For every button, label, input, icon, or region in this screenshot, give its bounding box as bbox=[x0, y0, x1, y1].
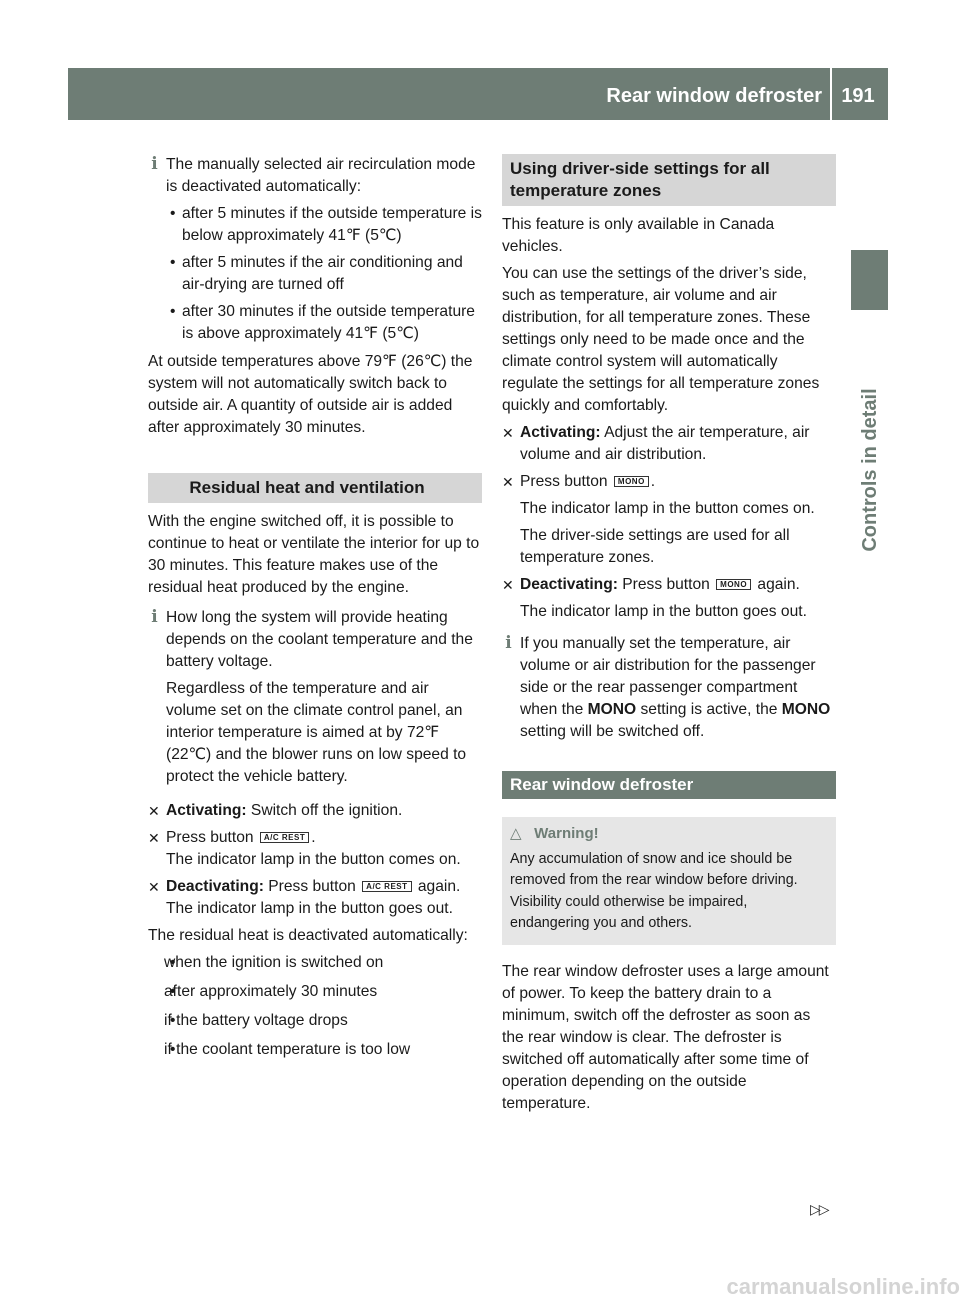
step-text: Press button bbox=[520, 473, 608, 490]
warning-text: Any accumulation of snow and ice should be removed from the rear window before driving. Visibility could otherwise be impaired, endangering you and others. bbox=[510, 850, 798, 931]
deactivating-step bbox=[148, 876, 482, 920]
list-item: • when the ignition is switched on bbox=[148, 952, 482, 974]
note-text: setting is active, the bbox=[640, 701, 778, 718]
defroster-paragraph: The rear window defroster uses a large amount of power. To keep the battery drain to a minimum, switch off the defroster as soon as the rear window is clear. The defroster is switched off automatically after some time of operation depending on the outside temperature. bbox=[502, 962, 829, 1112]
step-result: The driver-side settings are used for all temperature zones. bbox=[520, 527, 790, 566]
list-item: • if the coolant temperature is too low bbox=[148, 1039, 482, 1061]
residual-heat-paragraph: With the engine switched off, it is possible to continue to heat or ventilate the interior for up to 30 minutes. This feature makes use of the residual heat produced by the engine. bbox=[148, 513, 480, 596]
recirc-intro: The manually selected air recirculation mode is deactivated automatically: bbox=[166, 156, 476, 195]
step-text: Adjust the air temperature, air volume and air distribution. bbox=[520, 424, 810, 463]
mono-press-step: ✕ Press button MONO . The indicator lamp in the button comes on. The driver-side settings are used for all temperature zones. bbox=[502, 471, 836, 569]
list-item: • after 5 minutes if the outside temperature is below approximately 41℉ (5℃) bbox=[166, 203, 482, 247]
right-column bbox=[502, 154, 836, 1120]
mono-activating-step bbox=[502, 422, 836, 466]
ac-rest-button-icon: A/C REST bbox=[362, 881, 411, 892]
driver-side-paragraph: You can use the settings of the driver’s side, such as temperature, air volume and air distribution, for all temperature zones. These settings only need to be made once and the climate control system will automatically regulate the settings for all temperature zones quickly and comfortably. bbox=[502, 265, 820, 414]
step-text: Press button bbox=[622, 576, 710, 593]
step-text-again: again. bbox=[757, 576, 800, 593]
continue-arrow-icon: ▷▷ bbox=[810, 1201, 828, 1217]
step-result: The indicator lamp in the button comes on. bbox=[520, 500, 815, 517]
left-column bbox=[148, 154, 482, 1068]
step-label: Activating: bbox=[166, 802, 247, 819]
step-arrow-icon: ✕ bbox=[502, 577, 514, 593]
deactivated-bullet-list bbox=[148, 952, 482, 1061]
residual-note-p2: Regardless of the temperature and air volume set on the climate control panel, an interior temperature is aimed at by 72℉ (22℃) and the blower runs on low speed to protect the vehicle battery. bbox=[166, 680, 467, 785]
step-text: Press button bbox=[166, 829, 254, 846]
step-arrow-icon: ✕ bbox=[148, 830, 160, 846]
residual-heat-heading: Residual heat and ventilation bbox=[148, 473, 482, 503]
list-item: • after 30 minutes if the outside temperature is above approximately 41℉ (5℃) bbox=[166, 301, 482, 345]
info-icon: i bbox=[151, 154, 158, 174]
step-label: Deactivating: bbox=[520, 576, 618, 593]
mono-deactivating-step bbox=[502, 574, 836, 623]
page-header bbox=[68, 68, 888, 120]
chapter-label-text: Controls in detail bbox=[859, 388, 881, 552]
mono-button-icon: MONO bbox=[614, 476, 649, 487]
chapter-label bbox=[852, 320, 888, 620]
warning-box bbox=[502, 817, 836, 945]
step-arrow-icon: ✕ bbox=[502, 474, 514, 490]
watermark: carmanualsonline.info bbox=[726, 1274, 960, 1299]
step-arrow-icon: ✕ bbox=[502, 425, 514, 441]
list-item: • if the battery voltage drops bbox=[148, 1010, 482, 1032]
step-text: Press button bbox=[268, 878, 356, 895]
mono-keyword: MONO bbox=[587, 701, 637, 718]
step-arrow-icon: ✕ bbox=[148, 879, 160, 895]
step-label: Activating: bbox=[520, 424, 601, 441]
canada-paragraph: This feature is only available in Canada vehicles. bbox=[502, 216, 775, 255]
step-label: Deactivating: bbox=[166, 878, 264, 895]
mono-button-icon: MONO bbox=[716, 579, 751, 590]
outside-temperature-paragraph: At outside temperatures above 79℉ (26℃) the system will not automatically switch back to outside air. A quantity of outside air is added after approximately 30 minutes. bbox=[148, 353, 473, 436]
list-item: • after approximately 30 minutes bbox=[148, 981, 482, 1003]
info-icon: i bbox=[505, 633, 512, 653]
note-text: setting will be switched off. bbox=[520, 723, 705, 740]
step-result: The indicator lamp in the button goes out. bbox=[166, 900, 453, 917]
residual-note-p1: How long the system will provide heating depends on the coolant temperature and the battery voltage. bbox=[166, 609, 473, 670]
header-title: Rear window defroster bbox=[606, 85, 822, 107]
step-arrow-icon: ✕ bbox=[148, 803, 160, 819]
list-item: • after 5 minutes if the air conditioning and air-drying are turned off bbox=[166, 252, 482, 296]
info-icon: i bbox=[151, 607, 158, 627]
rear-defroster-heading: Rear window defroster bbox=[502, 771, 836, 799]
mono-info-note bbox=[502, 633, 836, 743]
chapter-tab bbox=[851, 250, 888, 310]
page-number: 191 bbox=[841, 85, 875, 107]
activating-step bbox=[148, 800, 482, 822]
mono-keyword: MONO bbox=[781, 701, 831, 718]
ac-rest-button-icon: A/C REST bbox=[260, 832, 309, 843]
recirc-bullet-list bbox=[166, 203, 482, 345]
step-result: The indicator lamp in the button goes out. bbox=[520, 603, 807, 620]
warning-triangle-icon: △ bbox=[510, 825, 522, 842]
warning-title-text: Warning! bbox=[534, 825, 599, 842]
warning-title bbox=[510, 823, 828, 845]
residual-info-note bbox=[148, 607, 482, 788]
step-text: Switch off the ignition. bbox=[250, 802, 403, 819]
header-divider bbox=[830, 68, 832, 120]
driver-side-heading: Using driver-side settings for all temperature zones bbox=[502, 154, 836, 206]
recirc-info-note bbox=[148, 154, 482, 345]
step-text-again: again. bbox=[417, 878, 461, 895]
deactivated-paragraph: The residual heat is deactivated automatically: bbox=[148, 927, 468, 944]
press-step: ✕ Press button A/C REST . The indicator lamp in the button comes on. bbox=[148, 829, 461, 868]
note-text: If you manually set the temperature, air volume or air distribution for the passenger side or the rear passenger compartment when the bbox=[520, 635, 816, 718]
step-result: The indicator lamp in the button comes on. bbox=[166, 851, 461, 868]
